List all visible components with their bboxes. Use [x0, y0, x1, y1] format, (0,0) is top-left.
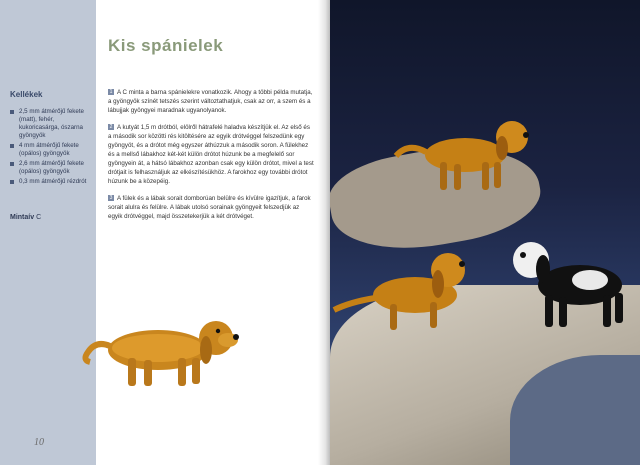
materials-item: 2,6 mm átmérőjű fekete (opálos) gyöngyök	[10, 160, 92, 176]
instruction-step	[108, 123, 314, 186]
book-gutter	[318, 0, 330, 465]
step-text: A C minta a barna spánielekre vonatkozik. Ahogy a többi példa mutatja, a gyöngyök színét tetszés szerint változtathatjuk, csak az orr, a szem és a lábujjak gyöngyei maradnak ugyanolyanok.	[108, 89, 313, 114]
instruction-step	[108, 88, 314, 115]
instructions	[108, 88, 314, 229]
step-number: 1	[109, 89, 113, 96]
gold-spaniel-top	[390, 110, 550, 200]
materials-heading: Kellékek	[10, 90, 43, 99]
materials-item: 4 mm átmérőjű fekete (opálos) gyöngyök	[10, 142, 92, 158]
step-number: 2	[109, 124, 113, 131]
step-number: 3	[109, 195, 113, 202]
page-number: 10	[34, 437, 44, 448]
pattern-sheet-title: Mintaív	[10, 214, 35, 221]
beaded-dogs-photo	[330, 0, 640, 465]
materials-list	[10, 108, 92, 188]
instruction-step	[108, 194, 314, 221]
materials-item: 0,3 mm átmérőjű rézdrót	[10, 178, 92, 186]
gold-spaniel-bottom	[330, 240, 490, 335]
page-title: Kis spánielek	[108, 36, 224, 55]
materials-item: 2,5 mm átmérőjű fekete (matt), fehér, kukoricasárga, ószarna gyöngyök	[10, 108, 92, 140]
step-text: A fülek és a lábak sorait domborúan belülre és kívülre igazítjuk, a farok sorait alulra és felülre. A lábak utolsó sorainak gyöngyeit felszedjük az egyik drótvéggel, majd összetekerjük a két drótvéget.	[108, 195, 311, 220]
pattern-sheet-label	[10, 214, 41, 221]
beaded-spaniel-illustration	[78, 300, 248, 400]
step-text: A kutyát 1,5 m drótból, elölről hátrafelé haladva készítjük el. Az első és a második sor közötti rés kitöltésére az egyik drótvéggel felszedünk egy gyöngyöt, és a drótot még egyszer áthúzzuk a második soron. A fülekhez és a mellső lábakhoz két-két külön drótot húzunk be a megfelelő sor gyöngyein át, a hátsó lábakhoz azonban csak egy külön drótot, mivel a test drótjait is felhasználjuk az elkészítésükhöz. A farokhoz egy további drótot húzunk be a közepéig.	[108, 124, 314, 185]
pattern-sheet-value: C	[36, 214, 42, 221]
black-white-spaniel	[495, 225, 640, 340]
